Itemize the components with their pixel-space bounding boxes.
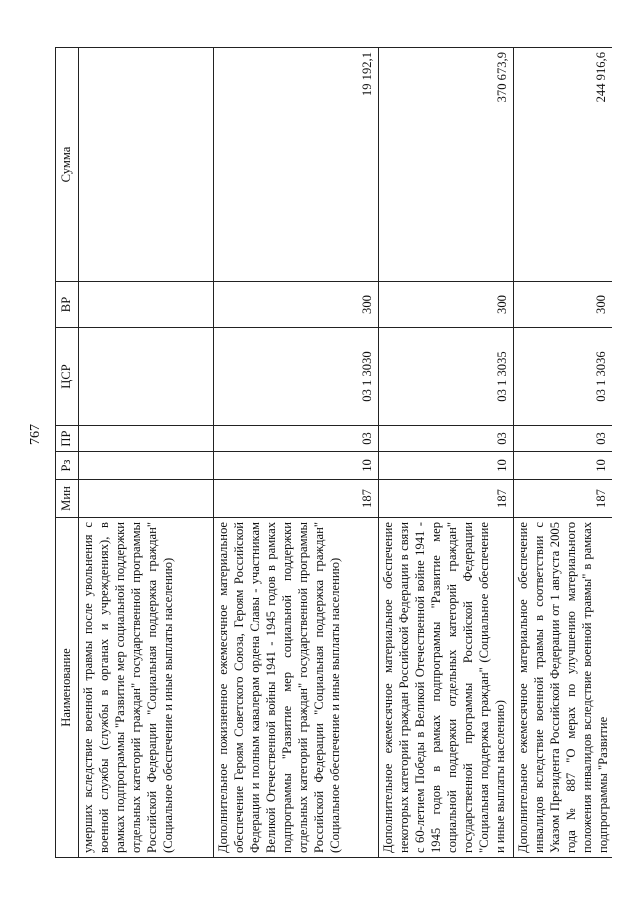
header-rz: Рз — [56, 452, 79, 480]
row-rz — [79, 452, 214, 480]
row-pr: 03 — [379, 426, 514, 452]
row-name: Дополнительное ежемесячное материальное обеспечение инвалидов вследствие военной травмы в соответствии с Указом Президента Российской Федерации от 1 августа 2005 года № 887 "О мерах по улучшению материального положения инвалидов вследствие военной травмы" в рамках подпрограммы "Развитие — [514, 518, 613, 858]
row-csr: 03 1 3030 — [214, 328, 379, 426]
header-name: Наименование — [56, 518, 79, 858]
row-min: 187 — [514, 480, 613, 518]
page-number: 767 — [28, 424, 43, 445]
row-name: Дополнительное пожизненное ежемесячное материальное обеспечение Героям Советского Союза, Героям Российской Федерации и полным кавалерам ордена Славы - участникам Великой Отечественной войны 1941 - 1945 годов в рамках подпрограммы "Развитие мер социальной поддержки отдельных категорий граждан" государственной программы Российской Федерации "Социальная поддержка граждан" (Социальное обеспечение и иные выплаты населению) — [214, 518, 379, 858]
row-min: 187 — [214, 480, 379, 518]
row-name: умерших вследствие военной травмы после увольнения с военной службы (службы в органах и учреждениях), в рамках подпрограммы "Развитие мер социальной поддержки отдельных категорий граждан" государственной программы Российской Федерации "Социальная поддержка граждан" (Социальное обеспечение и иные выплаты населению) — [79, 518, 214, 858]
row-csr: 03 1 3036 — [514, 328, 613, 426]
row-min: 187 — [379, 480, 514, 518]
row-sum: 19 192,1 — [214, 48, 379, 282]
table-row — [379, 48, 514, 858]
row-rz: 10 — [379, 452, 514, 480]
row-sum — [79, 48, 214, 282]
row-csr — [79, 328, 214, 426]
header-pr: ПР — [56, 426, 79, 452]
header-vr: ВР — [56, 282, 79, 328]
table-row — [214, 48, 379, 858]
header-sum: Сумма — [56, 48, 79, 282]
row-csr: 03 1 3035 — [379, 328, 514, 426]
table-row — [79, 48, 214, 858]
row-rz: 10 — [214, 452, 379, 480]
rotated-page — [55, 48, 610, 858]
row-sum: 244 916,6 — [514, 48, 613, 282]
row-pr: 03 — [514, 426, 613, 452]
row-sum: 370 673,9 — [379, 48, 514, 282]
row-vr: 300 — [514, 282, 613, 328]
budget-table — [55, 47, 612, 858]
row-pr — [79, 426, 214, 452]
table-row — [514, 48, 613, 858]
row-pr: 03 — [214, 426, 379, 452]
header-min: Мин — [56, 480, 79, 518]
row-vr: 300 — [214, 282, 379, 328]
row-vr: 300 — [379, 282, 514, 328]
row-name: Дополнительное ежемесячное материальное обеспечение некоторых категорий граждан Российской Федерации в связи с 60-летием Победы в Великой Отечественной войне 1941 - 1945 годов в рамках подпрограммы "Развитие мер социальной поддержки отдельных категорий граждан" государственной программы Российской Федерации "Социальная поддержка граждан" (Социальное обеспечение и иные выплаты населению) — [379, 518, 514, 858]
row-min — [79, 480, 214, 518]
table-header-row — [56, 48, 79, 858]
row-vr — [79, 282, 214, 328]
row-rz: 10 — [514, 452, 613, 480]
header-csr: ЦСР — [56, 328, 79, 426]
